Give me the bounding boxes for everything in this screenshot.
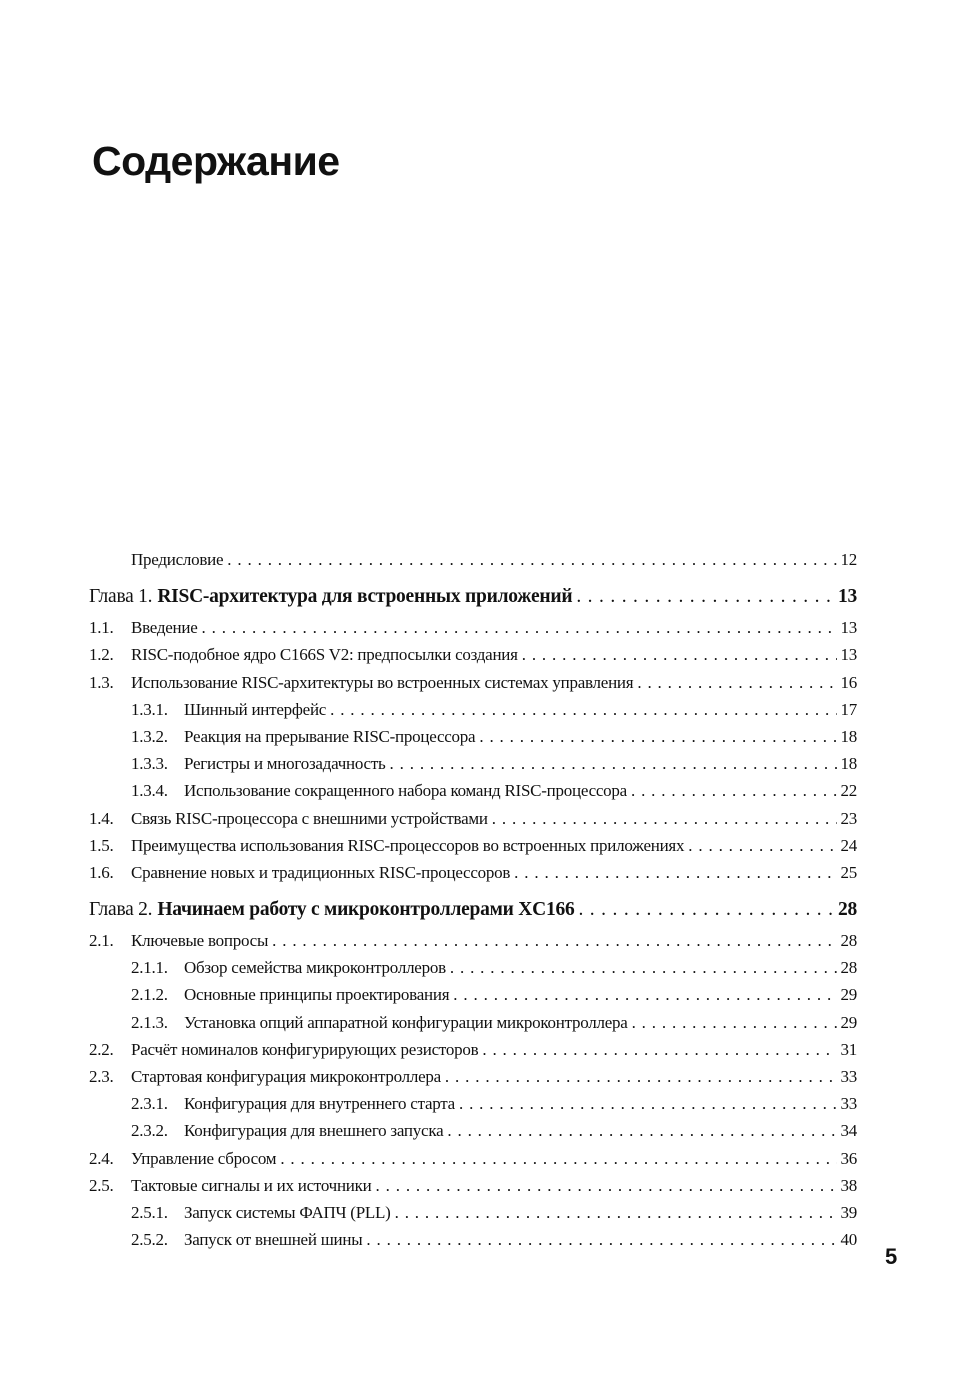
entry-page: 33 — [840, 1067, 857, 1086]
entry-page: 28 — [838, 899, 857, 921]
entry-page: 17 — [840, 699, 857, 719]
entry-page: 16 — [840, 672, 857, 692]
entry-title: Расчёт номиналов конфигурирующих резисторов — [131, 1039, 479, 1059]
entry-page: 23 — [840, 808, 857, 828]
section-number: 2.1.3. — [131, 1012, 168, 1032]
entry-page: 25 — [840, 862, 857, 882]
entry-title: Шинный интерфейс — [184, 699, 327, 719]
toc-entry[interactable] — [89, 1145, 857, 1172]
entry-page: 24 — [840, 835, 857, 855]
section-number: 1.1. — [89, 618, 114, 638]
toc-entry[interactable] — [89, 927, 857, 954]
dot-leader — [637, 669, 836, 696]
toc-entry[interactable] — [89, 954, 857, 981]
entry-page: 12 — [840, 550, 857, 569]
dot-leader — [390, 750, 837, 777]
toc-chapter-entry[interactable] — [89, 579, 857, 615]
section-number: 2.1. — [89, 931, 114, 951]
toc-entry[interactable] — [89, 1090, 857, 1117]
dot-leader — [578, 892, 834, 928]
section-number: 1.3.3. — [131, 754, 168, 774]
entry-title: RISC-архитектура для встроенных приложений — [157, 586, 573, 608]
toc-entry[interactable] — [89, 1172, 857, 1199]
dot-leader — [576, 579, 834, 615]
dot-leader — [453, 981, 836, 1008]
toc-entry[interactable] — [89, 981, 857, 1008]
entry-title: Регистры и многозадачность — [184, 754, 386, 774]
chapter-prefix: Глава 1. — [89, 586, 153, 608]
entry-title: Введение — [131, 618, 198, 638]
section-number: 2.1.1. — [131, 958, 168, 978]
entry-title: Конфигурация для внутреннего старта — [184, 1094, 455, 1114]
dot-leader — [632, 1009, 837, 1036]
toc-entry[interactable] — [89, 669, 857, 696]
entry-title: Запуск от внешней шины — [184, 1230, 363, 1250]
toc-entry[interactable] — [89, 750, 857, 777]
entry-title: Преимущества использования RISC-процессоров во встроенных приложениях — [131, 835, 685, 855]
entry-page: 34 — [840, 1121, 857, 1141]
entry-title: Сравнение новых и традиционных RISC-процессоров — [131, 862, 511, 882]
section-number: 1.2. — [89, 645, 114, 665]
toc-entry[interactable] — [89, 1036, 857, 1063]
dot-leader — [447, 1117, 836, 1144]
entry-title: Стартовая конфигурация микроконтроллера — [131, 1067, 441, 1086]
toc-entry[interactable] — [89, 641, 857, 668]
toc-entry[interactable] — [89, 805, 857, 832]
entry-page: 39 — [840, 1202, 857, 1222]
entry-page: 31 — [840, 1039, 857, 1059]
page-title: Содержание — [92, 138, 340, 184]
toc-entry[interactable] — [89, 546, 857, 573]
entry-page: 18 — [840, 726, 857, 746]
dot-leader — [492, 805, 837, 832]
dot-leader — [450, 954, 837, 981]
section-number: 1.3.4. — [131, 781, 168, 801]
section-number: 2.3.2. — [131, 1121, 168, 1141]
toc-entry[interactable] — [89, 1117, 857, 1144]
section-number: 1.4. — [89, 808, 114, 828]
dot-leader — [366, 1226, 836, 1253]
entry-title: Установка опций аппаратной конфигурации микроконтроллера — [184, 1012, 628, 1032]
entry-page: 13 — [838, 586, 857, 608]
entry-title: Реакция на прерывание RISC-процессора — [184, 726, 476, 746]
dot-leader — [202, 614, 837, 641]
table-of-contents — [89, 546, 857, 1253]
entry-page: 28 — [840, 958, 857, 978]
entry-title: Использование сокращенного набора команд RISC-процессора — [184, 781, 627, 801]
toc-entry[interactable] — [89, 696, 857, 723]
section-number: 2.5.2. — [131, 1230, 168, 1250]
entry-title: Связь RISC-процессора с внешними устройствами — [131, 808, 488, 828]
dot-leader — [631, 777, 837, 804]
dot-leader — [330, 696, 836, 723]
entry-page: 28 — [840, 931, 857, 951]
entry-title: Запуск системы ФАПЧ (PLL) — [184, 1202, 391, 1222]
dot-leader — [688, 832, 836, 859]
entry-title: Предисловие — [131, 550, 224, 569]
entry-title: Основные принципы проектирования — [184, 985, 450, 1005]
dot-leader — [227, 546, 836, 573]
entry-title: Начинаем работу с микроконтроллерами XC166 — [157, 899, 575, 921]
entry-page: 40 — [840, 1230, 857, 1250]
section-number: 1.3.1. — [131, 699, 168, 719]
dot-leader — [280, 1145, 836, 1172]
dot-leader — [482, 1036, 836, 1063]
section-number: 1.3.2. — [131, 726, 168, 746]
toc-chapter-entry[interactable] — [89, 892, 857, 928]
entry-title: Использование RISC-архитектуры во встроенных системах управления — [131, 672, 634, 692]
dot-leader — [514, 859, 836, 886]
page-number: 5 — [885, 1244, 898, 1269]
entry-page: 38 — [840, 1175, 857, 1195]
section-number: 2.3. — [89, 1067, 114, 1086]
entry-title: Обзор семейства микроконтроллеров — [184, 958, 446, 978]
dot-leader — [522, 641, 837, 668]
section-number: 2.5.1. — [131, 1202, 168, 1222]
section-number: 1.6. — [89, 862, 114, 882]
entry-title: Тактовые сигналы и их источники — [131, 1175, 372, 1195]
section-number: 2.3.1. — [131, 1094, 168, 1114]
dot-leader — [459, 1090, 837, 1117]
dot-leader — [479, 723, 836, 750]
toc-entry[interactable] — [89, 723, 857, 750]
entry-page: 18 — [840, 754, 857, 774]
section-number: 1.3. — [89, 672, 114, 692]
toc-entry[interactable] — [89, 1199, 857, 1226]
toc-entry[interactable] — [89, 614, 857, 641]
toc-entry[interactable] — [89, 1009, 857, 1036]
toc-entry[interactable] — [89, 1226, 857, 1253]
dot-leader — [445, 1063, 837, 1090]
entry-title: Конфигурация для внешнего запуска — [184, 1121, 444, 1141]
entry-page: 33 — [840, 1094, 857, 1114]
entry-page: 36 — [840, 1148, 857, 1168]
entry-page: 13 — [840, 645, 857, 665]
entry-page: 22 — [840, 781, 857, 801]
section-number: 2.2. — [89, 1039, 114, 1059]
entry-title: RISC-подобное ядро C166S V2: предпосылки создания — [131, 645, 518, 665]
section-number: 2.4. — [89, 1148, 114, 1168]
section-number: 2.1.2. — [131, 985, 168, 1005]
entry-title: Ключевые вопросы — [131, 931, 269, 951]
dot-leader — [376, 1172, 837, 1199]
toc-entry[interactable] — [89, 859, 857, 886]
dot-leader — [272, 927, 836, 954]
toc-entry[interactable] — [89, 832, 857, 859]
section-number: 1.5. — [89, 835, 114, 855]
entry-page: 13 — [840, 618, 857, 638]
section-number: 2.5. — [89, 1175, 114, 1195]
chapter-prefix: Глава 2. — [89, 899, 153, 921]
toc-entry[interactable] — [89, 777, 857, 804]
entry-page: 29 — [840, 1012, 857, 1032]
entry-page: 29 — [840, 985, 857, 1005]
dot-leader — [395, 1199, 837, 1226]
toc-entry[interactable] — [89, 1063, 857, 1090]
entry-title: Управление сбросом — [131, 1148, 277, 1168]
